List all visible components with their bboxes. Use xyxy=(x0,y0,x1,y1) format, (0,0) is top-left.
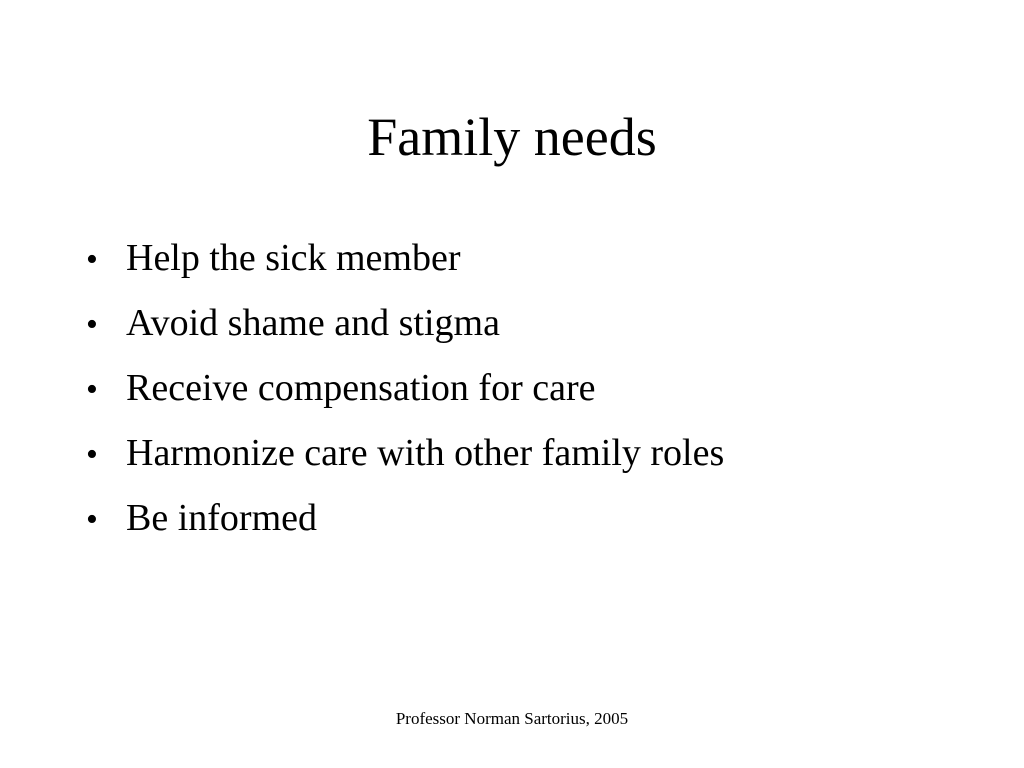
bullet-item xyxy=(86,356,724,421)
bullet-item xyxy=(86,291,724,356)
bullet-icon: • xyxy=(86,371,98,408)
bullet-text: Help the sick member xyxy=(126,237,461,279)
bullet-text: Receive compensation for care xyxy=(126,367,596,409)
bullet-text: Harmonize care with other family roles xyxy=(126,432,725,474)
slide-title: Family needs xyxy=(367,107,657,167)
bullet-icon: • xyxy=(86,241,98,278)
bullet-item xyxy=(86,421,724,486)
bullet-icon: • xyxy=(86,436,98,473)
bullet-icon: • xyxy=(86,501,98,538)
slide-footer: Professor Norman Sartorius, 2005 xyxy=(395,709,629,728)
bullet-text: Avoid shame and stigma xyxy=(126,302,500,344)
bullet-list xyxy=(86,226,724,551)
bullet-item xyxy=(86,486,724,551)
bullet-text: Be informed xyxy=(126,497,318,539)
bullet-icon: • xyxy=(86,306,98,343)
bullet-item xyxy=(86,226,724,291)
